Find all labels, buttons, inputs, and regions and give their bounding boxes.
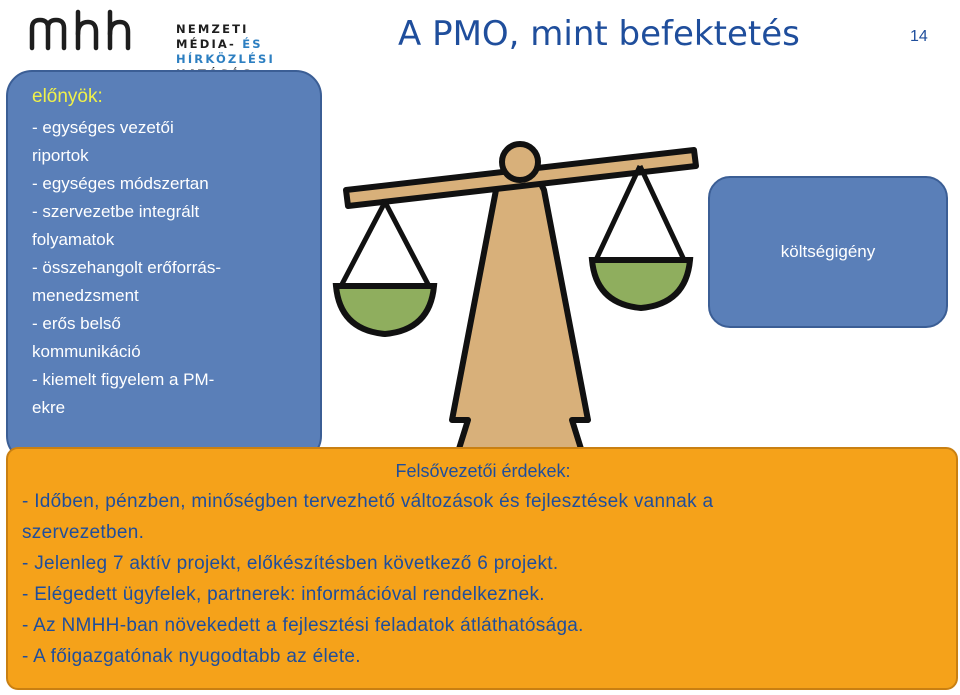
page-number: 14 [910, 28, 928, 45]
list-item: - egységes módszertan [32, 174, 209, 193]
list-item: - összehangolt erőforrás- [32, 258, 221, 277]
list-item: - kiemelt figyelem a PM- [32, 370, 215, 389]
list-item: - Elégedett ügyfelek, partnerek: információval rendelkeznek. [22, 584, 545, 605]
list-item: szervezetben. [22, 522, 145, 543]
list-item: kommunikáció [32, 342, 141, 361]
list-item: - szervezetbe integrált [32, 202, 200, 221]
interests-heading: Felsővezetői érdekek: [395, 461, 571, 481]
list-item: folyamatok [32, 230, 115, 249]
list-item: - Időben, pénzben, minőségben tervezhető változások és fejlesztések vannak a [22, 491, 714, 512]
list-item: - Az NMHH-ban növekedett a fejlesztési feladatok átláthatósága. [22, 615, 584, 636]
list-item: - egységes vezetői [32, 118, 174, 137]
list-item: - Jelenleg 7 aktív projekt, előkészítésben következő 6 projekt. [22, 553, 559, 574]
nmhh-logo-icon [28, 8, 168, 52]
balance-scale-icon [330, 80, 710, 460]
logo-text: NEMZETI MÉDIA- ÉS HÍRKÖZLÉSI [176, 22, 276, 66]
list-item: - erős belső [32, 314, 121, 333]
cost-box [708, 176, 948, 328]
list-item: ekre [32, 398, 66, 417]
cost-label: költségigény [780, 242, 876, 261]
interests-list [22, 486, 956, 672]
advantages-box [6, 70, 322, 462]
nmhh-logo [28, 8, 308, 66]
list-item: - A főigazgatónak nyugodtabb az élete. [22, 646, 361, 667]
page-title: A PMO, mint befektetés [398, 14, 800, 54]
advantages-list [32, 114, 302, 422]
advantages-heading: előnyök: [32, 86, 103, 107]
list-item: riportok [32, 146, 89, 165]
list-item: menedzsment [32, 286, 139, 305]
executive-interests-box [6, 447, 958, 690]
